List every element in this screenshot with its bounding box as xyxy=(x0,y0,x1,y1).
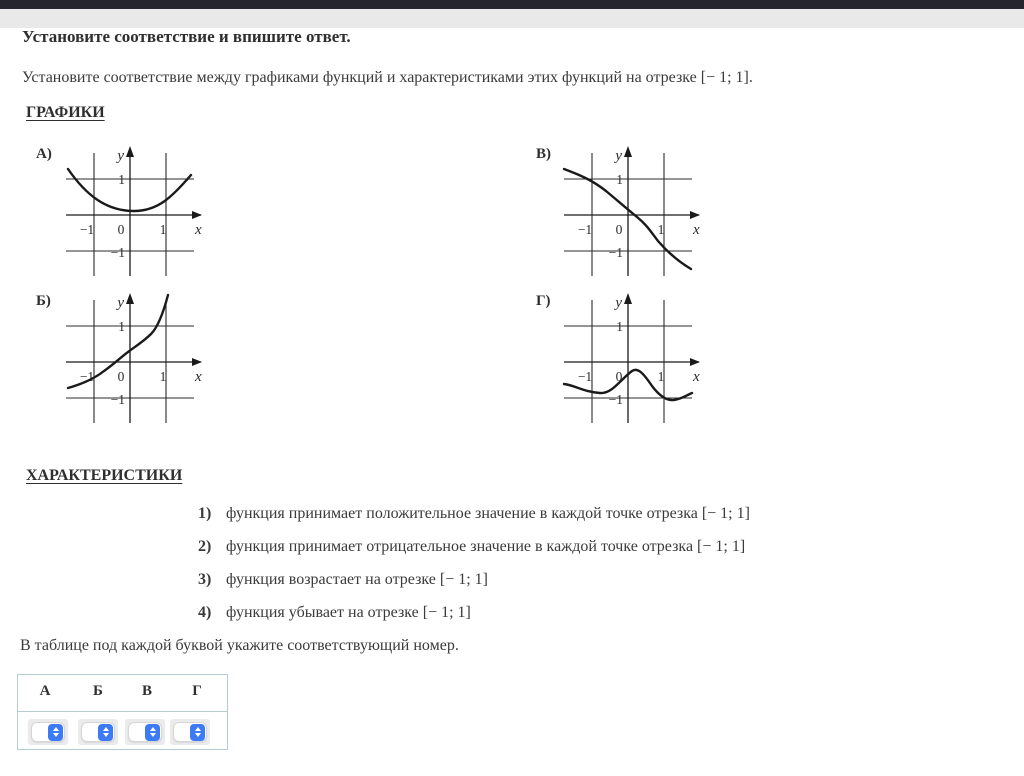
characteristics-list xyxy=(198,504,750,623)
characteristic-text: функция возрастает на отрезке [− 1; 1] xyxy=(226,571,488,588)
x-tick-0: 0 xyxy=(615,369,623,384)
chevron-down-icon xyxy=(53,733,59,737)
x-axis-arrow-icon xyxy=(690,358,700,366)
y-axis-label: y xyxy=(117,295,124,311)
x-axis-arrow-icon xyxy=(192,211,202,219)
x-axis-label: x xyxy=(693,222,700,238)
chevron-up-icon xyxy=(53,727,59,731)
chevron-down-icon xyxy=(195,733,201,737)
answer-table xyxy=(17,674,228,750)
answer-table-instruction: В таблице под каждой буквой укажите соответствующий номер. xyxy=(20,637,459,654)
x-tick-0: 0 xyxy=(117,369,125,384)
y-tick-1: 1 xyxy=(616,172,623,187)
characteristic-item-4 xyxy=(198,603,750,623)
column-header-g: Г xyxy=(192,683,202,699)
y-axis-label: y xyxy=(117,148,124,164)
characteristic-item-2 xyxy=(198,537,750,557)
select-value-area xyxy=(31,722,65,742)
select-stepper-icon xyxy=(190,724,205,741)
task-instruction: Установите соответствие между графиками функций и характеристиками этих функций на отрезке [− 1; 1]. xyxy=(22,69,753,86)
characteristic-item-1 xyxy=(198,504,750,524)
column-header-v: В xyxy=(141,683,153,699)
answer-select-b[interactable] xyxy=(78,719,118,745)
answer-select-v[interactable] xyxy=(125,719,165,745)
select-stepper-icon xyxy=(145,724,160,741)
characteristic-text: функция принимает положительное значение в каждой точке отрезка [− 1; 1] xyxy=(226,505,750,522)
x-tick-1: 1 xyxy=(159,222,167,237)
answer-table-header xyxy=(18,675,227,712)
x-axis-label: x xyxy=(195,369,202,385)
x-axis-label: x xyxy=(693,369,700,385)
y-axis-arrow-icon xyxy=(126,293,134,304)
graph-a-letter: А) xyxy=(36,146,52,162)
graph-a-plot xyxy=(58,143,206,281)
characteristic-item-3 xyxy=(198,570,750,590)
graph-b-plot xyxy=(58,290,206,428)
y-axis-arrow-icon xyxy=(624,146,632,157)
top-gray-strip xyxy=(0,9,1024,28)
y-tick-1: 1 xyxy=(118,319,125,334)
characteristic-number: 3) xyxy=(198,571,212,588)
y-tick-1: 1 xyxy=(118,172,125,187)
graph-v-plot xyxy=(556,143,704,281)
y-axis-arrow-icon xyxy=(126,146,134,157)
top-dark-bar xyxy=(0,0,1024,9)
y-tick-minus1: −1 xyxy=(608,245,623,260)
x-axis-label: x xyxy=(195,222,202,238)
answer-select-a[interactable] xyxy=(28,719,68,745)
characteristic-number: 4) xyxy=(198,604,212,621)
x-tick-0: 0 xyxy=(615,222,623,237)
column-header-a: А xyxy=(39,683,51,699)
select-value-area xyxy=(81,722,115,742)
x-tick-1: 1 xyxy=(159,369,167,384)
graphs-section-heading: ГРАФИКИ xyxy=(26,104,105,121)
characteristic-text: функция принимает отрицательное значение в каждой точке отрезка [− 1; 1] xyxy=(226,538,746,555)
x-tick-minus1: −1 xyxy=(577,222,593,237)
characteristic-text: функция убывает на отрезке [− 1; 1] xyxy=(226,604,471,621)
chevron-down-icon xyxy=(103,733,109,737)
x-tick-minus1: −1 xyxy=(79,222,95,237)
characteristic-number: 2) xyxy=(198,538,212,555)
x-tick-1: 1 xyxy=(657,222,665,237)
chevron-up-icon xyxy=(150,727,156,731)
y-tick-minus1: −1 xyxy=(608,392,623,407)
select-value-area xyxy=(128,722,162,742)
column-header-b: Б xyxy=(93,683,103,699)
x-tick-1: 1 xyxy=(657,369,665,384)
y-axis-label: y xyxy=(615,148,622,164)
x-axis-arrow-icon xyxy=(192,358,202,366)
characteristic-number: 1) xyxy=(198,505,212,522)
graph-g-letter: Г) xyxy=(536,293,551,309)
y-tick-1: 1 xyxy=(616,319,623,334)
chevron-down-icon xyxy=(150,733,156,737)
x-axis-arrow-icon xyxy=(690,211,700,219)
graph-v-letter: В) xyxy=(536,146,551,162)
graph-b-letter: Б) xyxy=(36,293,51,309)
y-tick-minus1: −1 xyxy=(110,245,125,260)
x-tick-minus1: −1 xyxy=(79,369,95,384)
select-stepper-icon xyxy=(98,724,113,741)
x-tick-minus1: −1 xyxy=(577,369,593,384)
chevron-up-icon xyxy=(195,727,201,731)
answer-select-g[interactable] xyxy=(170,719,210,745)
y-axis-arrow-icon xyxy=(624,293,632,304)
x-tick-0: 0 xyxy=(117,222,125,237)
chevron-up-icon xyxy=(103,727,109,731)
characteristics-section-heading: ХАРАКТЕРИСТИКИ xyxy=(26,467,183,484)
graph-g-plot xyxy=(556,290,704,428)
select-stepper-icon xyxy=(48,724,63,741)
y-axis-label: y xyxy=(615,295,622,311)
page-title: Установите соответствие и впишите ответ. xyxy=(22,27,351,46)
y-tick-minus1: −1 xyxy=(110,392,125,407)
select-value-area xyxy=(173,722,207,742)
